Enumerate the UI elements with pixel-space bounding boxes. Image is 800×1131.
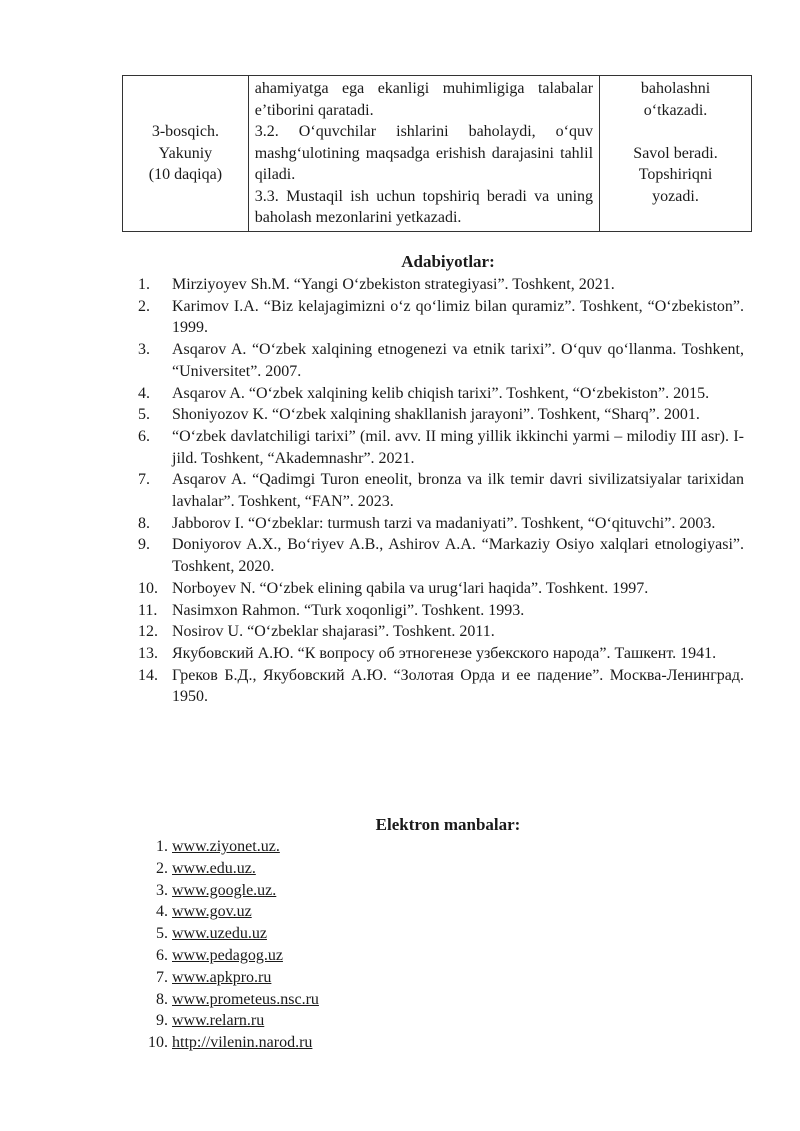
list-item	[130, 339, 744, 382]
reference-text: Nasimxon Rahmon. “Turk xoqonligi”. Toshkent. 1993.	[172, 601, 525, 619]
reference-text: Doniyorov A.X., Bo‘riyev A.B., Ashirov A.A. “Markaziy Osiyo xalqlari etnologiyasi”. Toshkent, 2020.	[172, 536, 744, 576]
stage-name-cell	[123, 76, 249, 232]
item-number: 9.	[138, 536, 150, 554]
item-number: 2.	[138, 297, 150, 315]
teacher-activity-cell	[248, 76, 599, 232]
web-link[interactable]: www.gov.uz	[172, 903, 252, 921]
student-activity-text: Topshiriqni	[638, 166, 713, 183]
list-item	[146, 967, 319, 989]
web-link[interactable]: www.uzedu.uz	[172, 925, 267, 943]
student-activity-text: o‘tkazadi.	[643, 101, 708, 119]
item-number: 1.	[138, 276, 150, 293]
reference-text: Nosirov U. “O‘zbeklar shajarasi”. Toshkent. 2011.	[172, 623, 495, 641]
list-item	[130, 643, 744, 665]
item-number: 8.	[138, 514, 150, 532]
reference-text: Norboyev N. “O‘zbek elining qabila va urug‘lari haqida”. Toshkent. 1997.	[172, 579, 649, 597]
list-item	[130, 404, 744, 426]
list-item	[130, 600, 744, 622]
student-activity-text: yozadi.	[652, 187, 699, 205]
web-link[interactable]: http://vilenin.narod.ru	[172, 1034, 313, 1052]
list-item	[130, 665, 744, 708]
list-item	[146, 945, 319, 967]
electronic-sources-heading: Elektron manbalar:	[375, 815, 521, 834]
reference-text: Shoniyozov K. “O‘zbek xalqining shakllanish jarayoni”. Toshkent, “Sharq”. 2001.	[172, 406, 700, 424]
list-item	[130, 383, 744, 405]
item-number: 7.	[156, 968, 168, 986]
item-number: 3.	[156, 881, 168, 899]
item-number: 3.	[138, 341, 150, 359]
list-item	[130, 426, 744, 469]
list-item	[130, 621, 744, 643]
list-item	[130, 296, 744, 339]
item-number: 9.	[156, 1012, 168, 1030]
list-item	[146, 989, 319, 1011]
list-item	[146, 836, 319, 858]
list-item	[146, 1032, 319, 1054]
item-number: 7.	[138, 471, 150, 489]
reference-text: Mirziyoyev Sh.M. “Yangi O‘zbekiston strategiyasi”. Toshkent, 2021.	[172, 276, 615, 293]
web-link[interactable]: www.ziyonet.uz.	[172, 838, 280, 855]
web-link[interactable]: www.pedagog.uz	[172, 946, 283, 964]
student-activity-cell	[600, 76, 752, 232]
list-item	[130, 469, 744, 512]
list-item	[146, 858, 319, 880]
item-number: 10.	[148, 1034, 168, 1052]
item-number: 4.	[156, 903, 168, 921]
item-number: 12.	[138, 623, 158, 641]
reference-text: Якубовский А.Ю. “К вопросу об этногенезе узбекского народа”. Ташкент. 1941.	[172, 644, 717, 662]
list-item	[130, 274, 744, 296]
item-number: 10.	[138, 579, 158, 597]
list-item	[146, 923, 319, 945]
list-item	[146, 880, 319, 902]
literature-heading: Adabiyotlar:	[401, 252, 495, 271]
reference-text: Греков Б.Д., Якубовский А.Ю. “Золотая Орда и ее падение”. Москва-Ленинград. 1950.	[172, 666, 744, 706]
web-link[interactable]: www.prometeus.nsc.ru	[172, 990, 319, 1008]
reference-text: “O‘zbek davlatchiligi tarixi” (mil. avv. II ming yillik ikkinchi yarmi – milodiy III asr). I-jild. Toshkent, “Akademnashr”. 2021.	[172, 427, 744, 467]
stage-name-line: 3-bosqich.	[151, 123, 219, 140]
item-number: 8.	[156, 990, 168, 1008]
list-item	[130, 578, 744, 600]
item-number: 5.	[156, 925, 168, 943]
stage-name-line: (10 daqiqa)	[148, 166, 223, 183]
item-number: 13.	[138, 644, 158, 662]
student-activity-text: Savol beradi.	[633, 144, 718, 162]
web-link[interactable]: www.apkpro.ru	[172, 968, 272, 986]
web-link[interactable]: www.google.uz.	[172, 881, 277, 899]
reference-text: Karimov I.A. “Biz kelajagimizni o‘z qo‘limiz bilan quramiz”. Toshkent, “O‘zbekiston”. 1999.	[172, 297, 744, 337]
table-row	[123, 76, 752, 232]
teacher-activity-text: 3.3. Mustaqil ish uchun topshiriq beradi va uning baholash mezonlarini yetkazadi.	[254, 187, 594, 226]
item-number: 11.	[138, 601, 158, 619]
item-number: 6.	[138, 427, 150, 445]
student-activity-text: baholashni	[640, 80, 711, 97]
item-number: 6.	[156, 946, 168, 964]
list-item	[146, 1010, 319, 1032]
lesson-stage-table	[122, 75, 752, 232]
reference-text: Asqarov A. “Qadimgi Turon eneolit, bronza va ilk temir davri sivilizatsiyalar tarixidan lavhalar”. Toshkent, “FAN”. 2023.	[172, 471, 744, 511]
teacher-activity-text: 3.2. O‘quvchilar ishlarini baholaydi, o‘quv mashg‘ulotining maqsadga erishish darajasini tahlil qiladi.	[254, 123, 594, 183]
literature-list	[130, 274, 744, 708]
list-item	[146, 901, 319, 923]
item-number: 14.	[138, 666, 158, 684]
reference-text: Asqarov A. “O‘zbek xalqining etnogenezi va etnik tarixi”. O‘quv qo‘llanma. Toshkent, “Universitet”. 2007.	[172, 341, 744, 380]
reference-text: Jabborov I. “O‘zbeklar: turmush tarzi va madaniyati”. Toshkent, “O‘qituvchi”. 2003.	[172, 514, 716, 532]
web-link[interactable]: www.relarn.ru	[172, 1012, 265, 1030]
item-number: 1.	[156, 838, 168, 855]
list-item	[130, 513, 744, 535]
item-number: 2.	[156, 859, 168, 877]
web-link[interactable]: www.edu.uz.	[172, 859, 256, 877]
teacher-activity-text: ahamiyatga ega ekanligi muhimligiga talabalar e’tiborini qaratadi.	[254, 80, 594, 119]
electronic-sources-list	[146, 836, 319, 1054]
list-item	[130, 534, 744, 577]
stage-name-line: Yakuniy	[158, 144, 213, 162]
reference-text: Asqarov A. “O‘zbek xalqining kelib chiqish tarixi”. Toshkent, “O‘zbekiston”. 2015.	[172, 384, 710, 402]
item-number: 5.	[138, 406, 150, 424]
item-number: 4.	[138, 384, 150, 402]
